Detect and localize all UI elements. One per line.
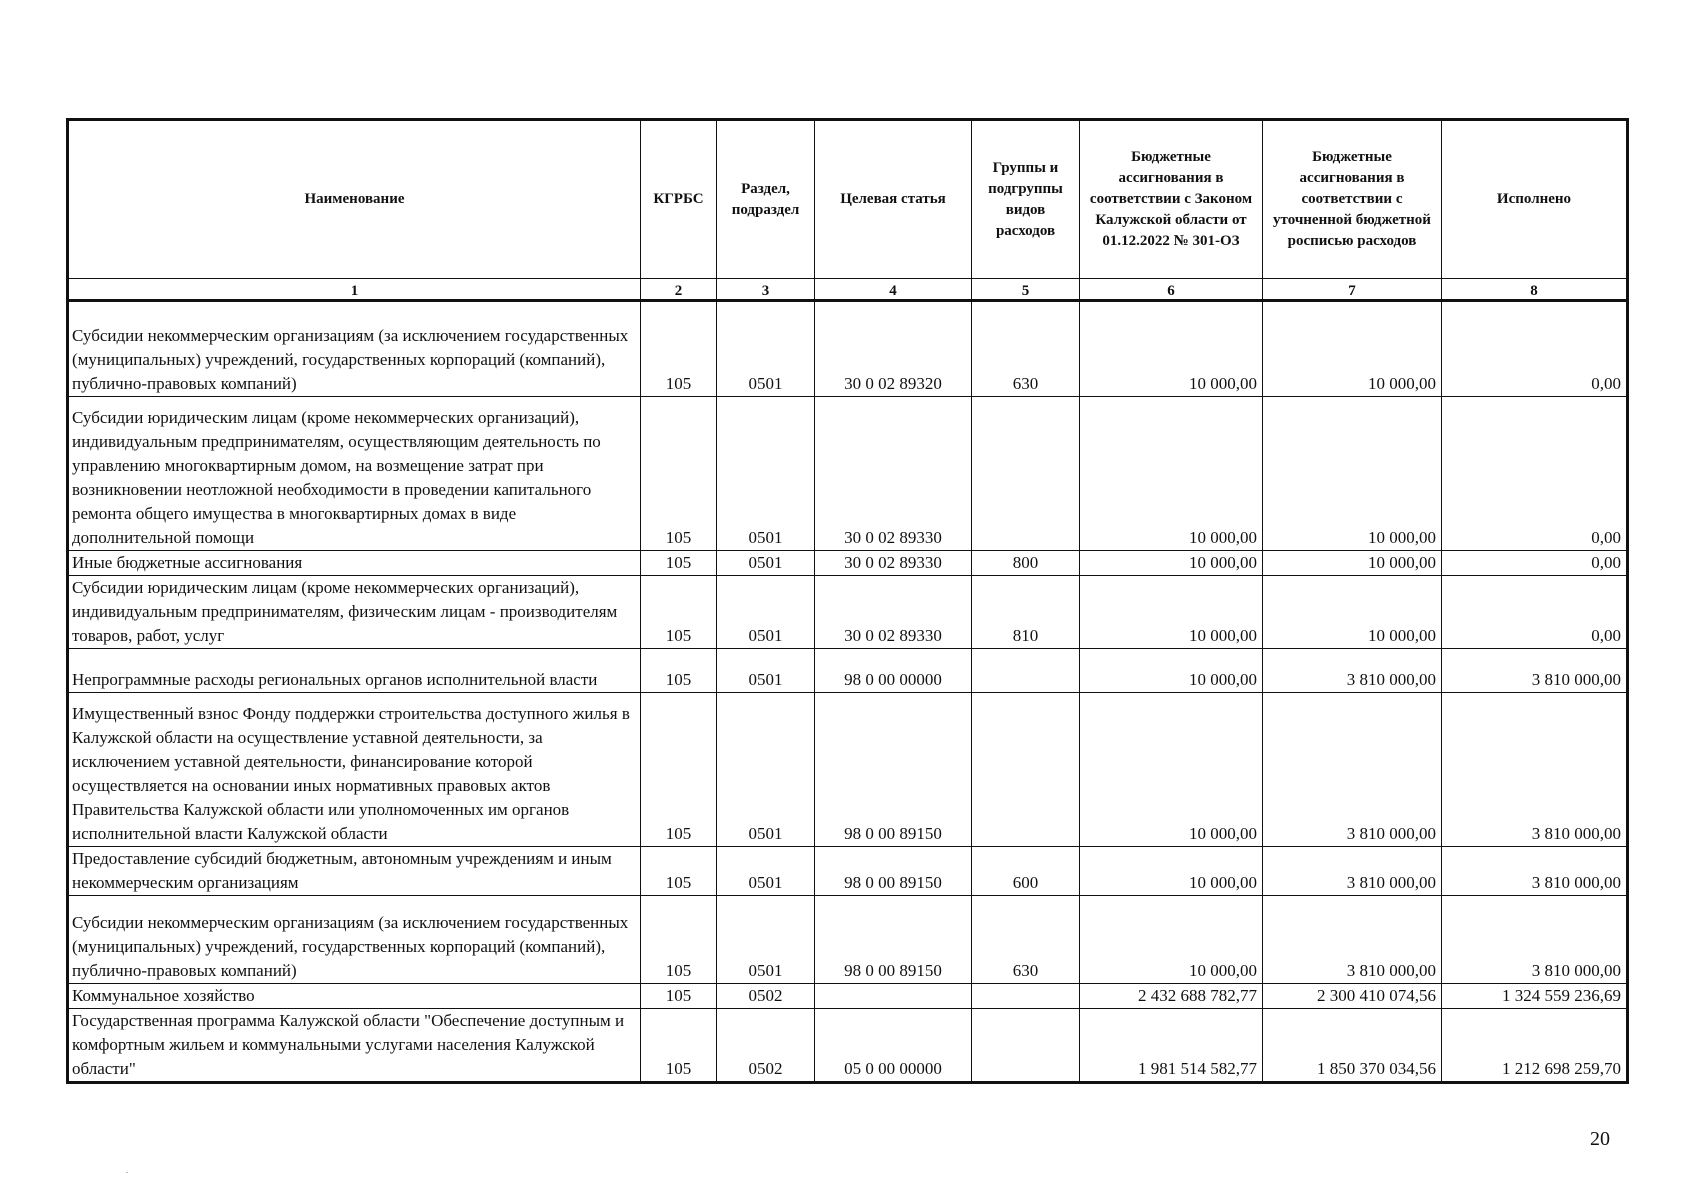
row-vid — [972, 984, 1080, 1009]
row-vid — [972, 397, 1080, 551]
row-zakon: 10 000,00 — [1080, 693, 1263, 847]
row-vid — [972, 1009, 1080, 1083]
row-zakon: 1 981 514 582,77 — [1080, 1009, 1263, 1083]
row-kgrbs: 105 — [641, 649, 717, 693]
row-kgrbs: 105 — [641, 693, 717, 847]
col-header-kgrbs: КГРБС — [641, 120, 717, 279]
col-header-zakon: Бюджетные ассигнования в соответствии с Законом Калужской области от 01.12.2022 № 301-ОЗ — [1080, 120, 1263, 279]
row-zakon: 10 000,00 — [1080, 847, 1263, 896]
row-razdel: 0501 — [717, 693, 815, 847]
row-name: Государственная программа Калужской области "Обеспечение доступным и комфортным жильем и коммунальными услугами населения Калужской области" — [68, 1009, 641, 1083]
row-razdel: 0501 — [717, 847, 815, 896]
col-header-razdel: Раздел, подраздел — [717, 120, 815, 279]
row-statya: 98 0 00 00000 — [815, 649, 972, 693]
row-name: Иные бюджетные ассигнования — [68, 551, 641, 576]
table-header-row — [68, 120, 1628, 279]
budget-sheet — [66, 118, 1626, 1084]
row-rospis: 2 300 410 074,56 — [1263, 984, 1442, 1009]
row-statya: 98 0 00 89150 — [815, 693, 972, 847]
col-number: 8 — [1442, 279, 1628, 301]
row-razdel: 0501 — [717, 301, 815, 397]
col-number: 6 — [1080, 279, 1263, 301]
row-kgrbs: 105 — [641, 847, 717, 896]
table-row — [68, 551, 1628, 576]
row-ispolneno: 1 212 698 259,70 — [1442, 1009, 1628, 1083]
row-name: Субсидии некоммерческим организациям (за исключением государственных (муниципальных) учреждений, государственных корпораций (компаний), публично-правовых компаний) — [68, 896, 641, 984]
row-ispolneno: 3 810 000,00 — [1442, 693, 1628, 847]
row-vid: 800 — [972, 551, 1080, 576]
row-name: Субсидии юридическим лицам (кроме некоммерческих организаций), индивидуальным предпринимателям, физическим лицам - производителям товаров, работ, услуг — [68, 576, 641, 649]
row-ispolneno: 1 324 559 236,69 — [1442, 984, 1628, 1009]
row-ispolneno: 3 810 000,00 — [1442, 847, 1628, 896]
col-header-statya: Целевая статья — [815, 120, 972, 279]
row-zakon: 10 000,00 — [1080, 551, 1263, 576]
col-header-rospis: Бюджетные ассигнования в соответствии с уточненной бюджетной росписью расходов — [1263, 120, 1442, 279]
table-row — [68, 693, 1628, 847]
table-row — [68, 984, 1628, 1009]
page-number: 20 — [1590, 1128, 1610, 1150]
table-row — [68, 896, 1628, 984]
row-statya: 30 0 02 89330 — [815, 397, 972, 551]
row-ispolneno: 3 810 000,00 — [1442, 649, 1628, 693]
row-rospis: 3 810 000,00 — [1263, 649, 1442, 693]
row-rospis: 10 000,00 — [1263, 301, 1442, 397]
row-kgrbs: 105 — [641, 896, 717, 984]
row-kgrbs: 105 — [641, 984, 717, 1009]
budget-table — [66, 118, 1629, 1084]
row-name: Непрограммные расходы региональных органов исполнительной власти — [68, 649, 641, 693]
row-rospis: 1 850 370 034,56 — [1263, 1009, 1442, 1083]
row-rospis: 3 810 000,00 — [1263, 693, 1442, 847]
col-number: 1 — [68, 279, 641, 301]
row-name: Предоставление субсидий бюджетным, автономным учреждениям и иным некоммерческим организациям — [68, 847, 641, 896]
row-vid — [972, 649, 1080, 693]
row-statya: 30 0 02 89330 — [815, 576, 972, 649]
row-name: Субсидии некоммерческим организациям (за исключением государственных (муниципальных) учреждений, государственных корпораций (компаний), публично-правовых компаний) — [68, 301, 641, 397]
table-row — [68, 301, 1628, 397]
row-ispolneno: 0,00 — [1442, 551, 1628, 576]
row-rospis: 3 810 000,00 — [1263, 896, 1442, 984]
row-zakon: 10 000,00 — [1080, 649, 1263, 693]
row-zakon: 2 432 688 782,77 — [1080, 984, 1263, 1009]
scan-artifact — [126, 1172, 128, 1173]
row-zakon: 10 000,00 — [1080, 301, 1263, 397]
row-ispolneno: 0,00 — [1442, 397, 1628, 551]
row-vid: 600 — [972, 847, 1080, 896]
row-statya: 30 0 02 89330 — [815, 551, 972, 576]
col-number: 4 — [815, 279, 972, 301]
row-name: Имущественный взнос Фонду поддержки строительства доступного жилья в Калужской области на осуществление уставной деятельности, за исключением уставной деятельности, финансирование которой осуществляется на основании иных нормативных правовых актов Правительства Калужской области или уполномоченных им органов исполнительной власти Калужской области — [68, 693, 641, 847]
col-number: 5 — [972, 279, 1080, 301]
row-statya: 98 0 00 89150 — [815, 847, 972, 896]
col-header-ispolneno: Исполнено — [1442, 120, 1628, 279]
row-ispolneno: 3 810 000,00 — [1442, 896, 1628, 984]
row-razdel: 0501 — [717, 896, 815, 984]
row-kgrbs: 105 — [641, 576, 717, 649]
row-ispolneno: 0,00 — [1442, 576, 1628, 649]
col-header-name: Наименование — [68, 120, 641, 279]
row-name: Коммунальное хозяйство — [68, 984, 641, 1009]
table-row — [68, 649, 1628, 693]
row-vid: 630 — [972, 301, 1080, 397]
row-vid: 630 — [972, 896, 1080, 984]
col-number: 7 — [1263, 279, 1442, 301]
table-row — [68, 1009, 1628, 1083]
row-zakon: 10 000,00 — [1080, 397, 1263, 551]
row-ispolneno: 0,00 — [1442, 301, 1628, 397]
row-razdel: 0501 — [717, 397, 815, 551]
row-statya: 98 0 00 89150 — [815, 896, 972, 984]
row-statya: 05 0 00 00000 — [815, 1009, 972, 1083]
row-razdel: 0501 — [717, 649, 815, 693]
row-razdel: 0502 — [717, 1009, 815, 1083]
table-row — [68, 397, 1628, 551]
row-vid — [972, 693, 1080, 847]
row-kgrbs: 105 — [641, 301, 717, 397]
row-rospis: 10 000,00 — [1263, 397, 1442, 551]
column-number-row — [68, 279, 1628, 301]
col-number: 3 — [717, 279, 815, 301]
row-rospis: 10 000,00 — [1263, 551, 1442, 576]
col-header-vid: Группы и подгруппы видов расходов — [972, 120, 1080, 279]
row-statya — [815, 984, 972, 1009]
row-zakon: 10 000,00 — [1080, 576, 1263, 649]
row-rospis: 10 000,00 — [1263, 576, 1442, 649]
row-razdel: 0501 — [717, 576, 815, 649]
row-razdel: 0502 — [717, 984, 815, 1009]
row-rospis: 3 810 000,00 — [1263, 847, 1442, 896]
col-number: 2 — [641, 279, 717, 301]
row-razdel: 0501 — [717, 551, 815, 576]
row-zakon: 10 000,00 — [1080, 896, 1263, 984]
row-vid: 810 — [972, 576, 1080, 649]
table-row — [68, 847, 1628, 896]
row-kgrbs: 105 — [641, 1009, 717, 1083]
row-kgrbs: 105 — [641, 551, 717, 576]
table-row — [68, 576, 1628, 649]
row-statya: 30 0 02 89320 — [815, 301, 972, 397]
row-kgrbs: 105 — [641, 397, 717, 551]
row-name: Субсидии юридическим лицам (кроме некоммерческих организаций), индивидуальным предпринимателям, осуществляющим деятельность по управлению многоквартирным домом, на возмещение затрат при возникновении неотложной необходимости в проведении капитального ремонта общего имущества в многоквартирных домах в виде дополнительной помощи — [68, 397, 641, 551]
